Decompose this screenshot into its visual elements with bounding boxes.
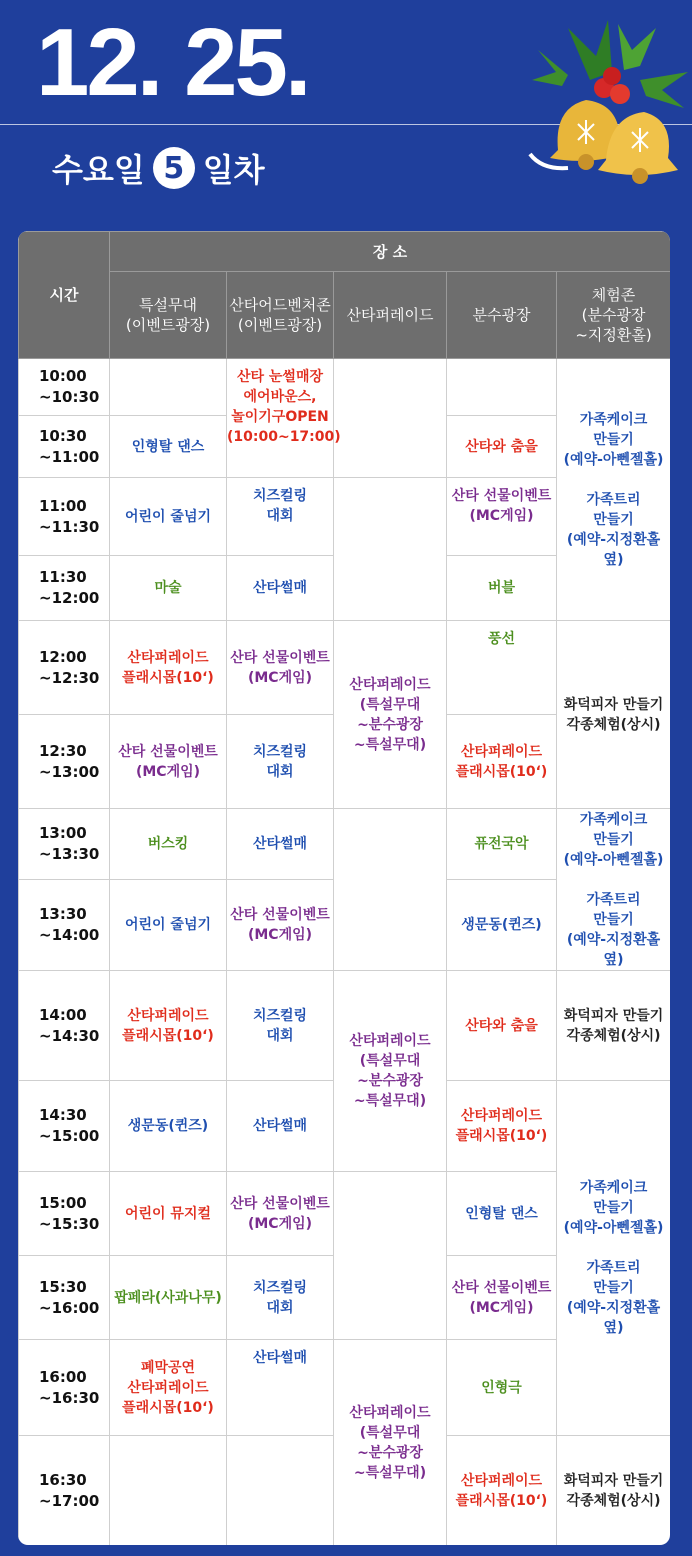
stage-cell: 버스킹 xyxy=(110,809,227,880)
parade-cell xyxy=(334,809,447,971)
header-stage: 특설무대 (이벤트광장) xyxy=(110,272,227,359)
time-cell: 13:00 ~13:30 xyxy=(19,809,110,880)
fountain-cell: 산타퍼레이드 플래시몹(10‘) xyxy=(447,1081,557,1172)
adventure-cell: 치즈컬링 대회 xyxy=(227,478,334,556)
parade-cell xyxy=(334,478,447,621)
stage-cell: 산타퍼레이드 플래시몹(10‘) xyxy=(110,971,227,1081)
christmas-bells-icon xyxy=(528,20,692,190)
stage-cell xyxy=(110,359,227,416)
time-cell: 14:30 ~15:00 xyxy=(19,1081,110,1172)
parade-cell xyxy=(334,359,447,478)
time-cell: 16:30 ~17:00 xyxy=(19,1436,110,1546)
stage-cell: 산타퍼레이드 플래시몹(10‘) xyxy=(110,621,227,715)
fountain-cell: 인형탈 댄스 xyxy=(447,1172,557,1256)
header-time: 시간 xyxy=(19,232,110,359)
experience-cell: 가족케이크 만들기 (예약-아뻰젤홀) 가족트리 만들기 (예약-지정환홀 옆) xyxy=(557,809,671,971)
time-cell: 11:00 ~11:30 xyxy=(19,478,110,556)
header-venue-group: 장 소 xyxy=(110,232,671,272)
adventure-cell: 치즈컬링 대회 xyxy=(227,715,334,809)
stage-cell: 어린이 줄넘기 xyxy=(110,880,227,971)
adventure-cell: 산타썰매 xyxy=(227,1081,334,1172)
fountain-cell: 산타 선물이벤트 (MC게임) xyxy=(447,1256,557,1340)
time-cell: 12:30 ~13:00 xyxy=(19,715,110,809)
header-parade: 산타퍼레이드 xyxy=(334,272,447,359)
stage-cell: 팝페라(사과나무) xyxy=(110,1256,227,1340)
weekday: 수요일 xyxy=(52,151,145,189)
fountain-cell: 산타퍼레이드 플래시몹(10‘) xyxy=(447,715,557,809)
fountain-cell: 풍선 xyxy=(447,621,557,715)
parade-cell: 산타퍼레이드 (특설무대 ~분수광장 ~특설무대) xyxy=(334,621,447,809)
time-cell: 15:30 ~16:00 xyxy=(19,1256,110,1340)
fountain-cell xyxy=(447,359,557,416)
adventure-cell xyxy=(227,1436,334,1546)
experience-cell: 가족케이크 만들기 (예약-아뻰젤홀) 가족트리 만들기 (예약-지정환홀 옆) xyxy=(557,1081,671,1436)
parade-cell: 산타퍼레이드 (특설무대 ~분수광장 ~특설무대) xyxy=(334,1340,447,1546)
experience-cell: 화덕피자 만들기 각종체험(상시) xyxy=(557,1436,671,1546)
adventure-cell: 산타썰매 xyxy=(227,809,334,880)
stage-cell: 마술 xyxy=(110,556,227,621)
adventure-cell: 산타썰매 xyxy=(227,1340,334,1436)
experience-cell: 화덕피자 만들기 각종체험(상시) xyxy=(557,621,671,809)
page-date: 12. 25. xyxy=(36,9,309,116)
fountain-cell: 산타퍼레이드 플래시몹(10‘) xyxy=(447,1436,557,1546)
parade-cell: 산타퍼레이드 (특설무대 ~분수광장 ~특설무대) xyxy=(334,971,447,1172)
time-cell: 16:00 ~16:30 xyxy=(19,1340,110,1436)
time-cell: 13:30 ~14:00 xyxy=(19,880,110,971)
adventure-cell: 산타 선물이벤트 (MC게임) xyxy=(227,621,334,715)
time-cell: 10:30 ~11:00 xyxy=(19,416,110,478)
time-cell: 12:00 ~12:30 xyxy=(19,621,110,715)
fountain-cell: 퓨전국악 xyxy=(447,809,557,880)
stage-cell: 생문동(퀸즈) xyxy=(110,1081,227,1172)
schedule-table xyxy=(18,231,670,1545)
adventure-open-cell: 산타 눈썰매장 에어바운스, 놀이기구OPEN (10:00~17:00) xyxy=(227,359,334,478)
day-suffix: 일차 xyxy=(202,151,265,189)
adventure-cell: 치즈컬링 대회 xyxy=(227,971,334,1081)
day-number-badge: 5 xyxy=(153,147,195,189)
stage-cell: 어린이 뮤지컬 xyxy=(110,1172,227,1256)
fountain-cell: 산타와 춤을 xyxy=(447,971,557,1081)
stage-cell: 인형탈 댄스 xyxy=(110,416,227,478)
stage-cell: 산타 선물이벤트 (MC게임) xyxy=(110,715,227,809)
header-fountain-square: 분수광장 xyxy=(447,272,557,359)
stage-cell: 어린이 줄넘기 xyxy=(110,478,227,556)
adventure-cell: 산타 선물이벤트 (MC게임) xyxy=(227,1172,334,1256)
adventure-cell: 산타썰매 xyxy=(227,556,334,621)
adventure-cell: 치즈컬링 대회 xyxy=(227,1256,334,1340)
fountain-cell: 산타와 춤을 xyxy=(447,416,557,478)
day-label xyxy=(52,144,265,192)
time-cell: 11:30 ~12:00 xyxy=(19,556,110,621)
fountain-cell: 산타 선물이벤트 (MC게임) xyxy=(447,478,557,556)
adventure-cell: 산타 선물이벤트 (MC게임) xyxy=(227,880,334,971)
stage-cell: 폐막공연 산타퍼레이드 플래시몹(10‘) xyxy=(110,1340,227,1436)
fountain-cell: 인형극 xyxy=(447,1340,557,1436)
time-cell: 15:00 ~15:30 xyxy=(19,1172,110,1256)
experience-cell: 가족케이크 만들기 (예약-아뻰젤홀) 가족트리 만들기 (예약-지정환홀 옆) xyxy=(557,359,671,621)
time-cell: 14:00 ~14:30 xyxy=(19,971,110,1081)
header-adventure-zone: 산타어드벤처존 (이벤트광장) xyxy=(227,272,334,359)
fountain-cell: 버블 xyxy=(447,556,557,621)
fountain-cell: 생문동(퀸즈) xyxy=(447,880,557,971)
parade-cell xyxy=(334,1172,447,1340)
header-experience-zone: 체험존 (분수광장 ~지정환홀) xyxy=(557,272,671,359)
stage-cell xyxy=(110,1436,227,1546)
time-cell: 10:00 ~10:30 xyxy=(19,359,110,416)
experience-cell: 화덕피자 만들기 각종체험(상시) xyxy=(557,971,671,1081)
